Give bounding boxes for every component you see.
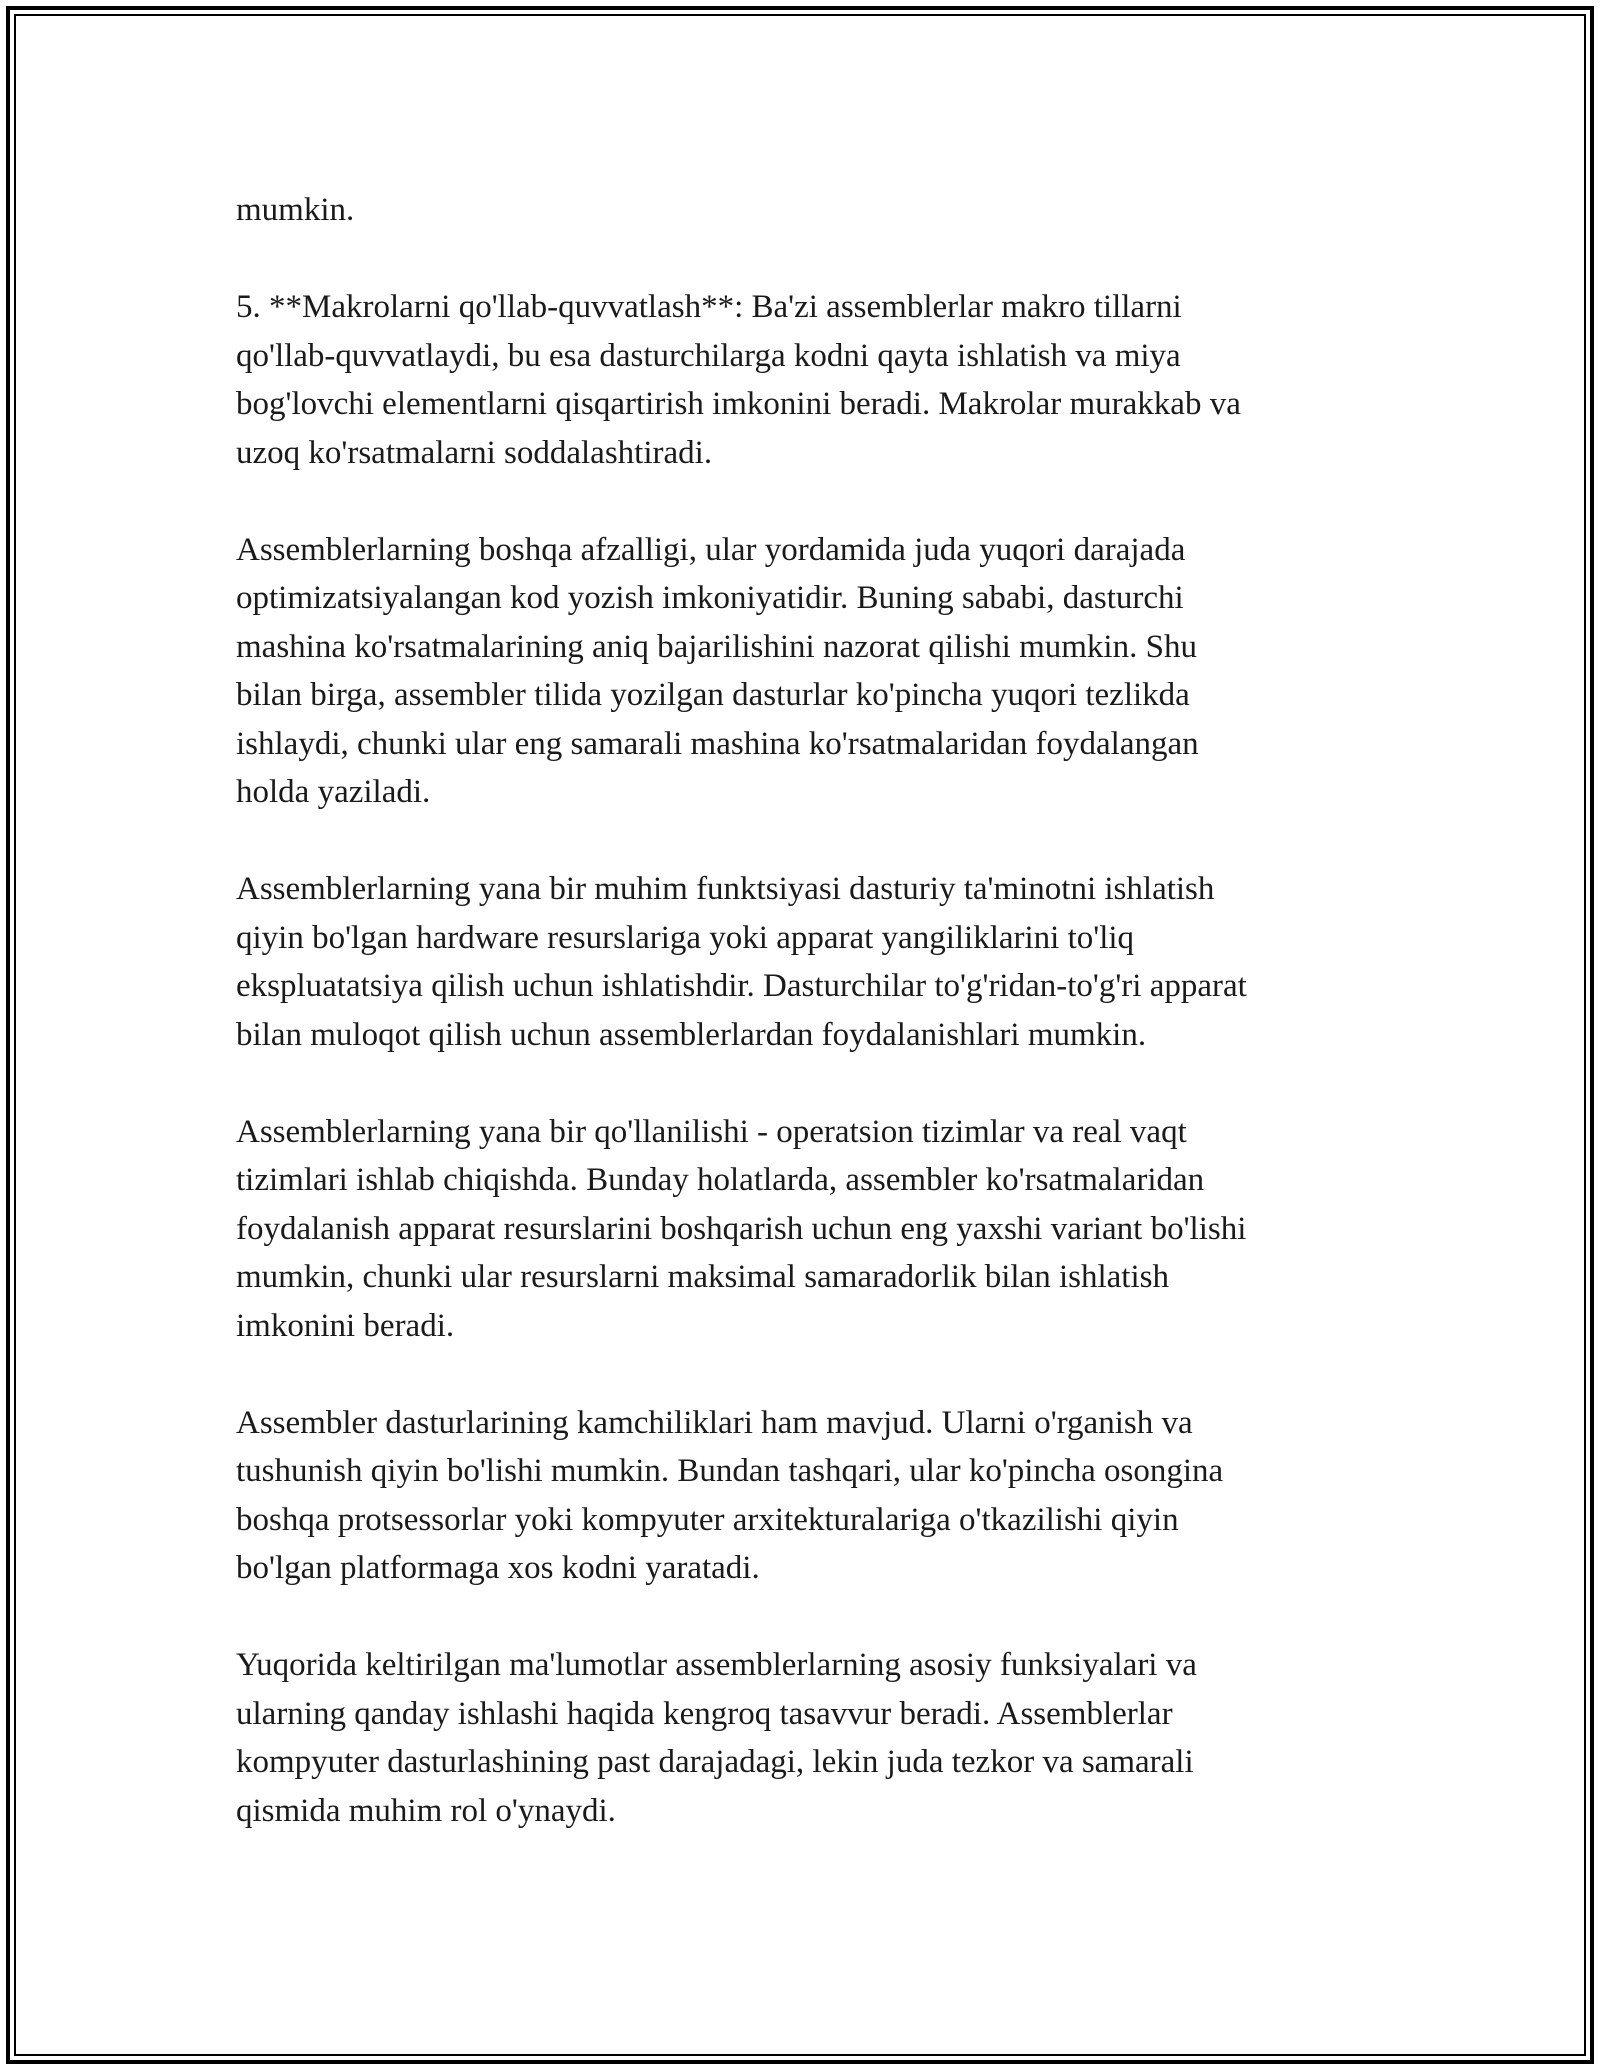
paragraph-hardware-access: Assemblerlarning yana bir muhim funktsiyasi dasturiy ta'minotni ishlatish qiyin bo'lgan hardware resurslariga yoki apparat yangiliklarini to'liq ekspluatatsiya qilish uchun ishlatishdir. Dasturchilar to'g'ridan-to'g'ri apparat bilan muloqot qilish uchun assemblerlardan foydalanishlari mumkin.: [236, 871, 1247, 1053]
paragraph-continuation: mumkin.: [236, 192, 355, 228]
paragraph-optimization: Assemblerlarning boshqa afzalligi, ular yordamida juda yuqori darajada optimizatsiyalangan kod yozish imkoniyatidir. Buning sababi, dasturchi mashina ko'rsatmalarining aniq bajarilishini nazorat qilishi mumkin. Shu bilan birga, assembler tilida yozilgan dasturlar ko'pincha yuqori tezlikda ishlaydi, chunki ular eng samarali mashina ko'rsatmalaridan foydalangan holda yaziladi.: [236, 531, 1199, 810]
paragraph-macro-support: 5. **Makrolarni qo'llab-quvvatlash**: Ba'zi assemblerlar makro tillarni qo'llab-quvvatlaydi, bu esa dasturchilarga kodni qayta ishlatish va miya bog'lovchi elementlarni qisqartirish imkonini beradi. Makrolar murakkab va uzoq ko'rsatmalarni soddalashtiradi.: [236, 289, 1241, 471]
paragraph-drawbacks: Assembler dasturlarining kamchiliklari ham mavjud. Ularni o'rganish va tushunish qiyin bo'lishi mumkin. Bundan tashqari, ular ko'pincha osongina boshqa protsessorlar yoki kompyuter arxitekturalariga o'tkazilishi qiyin bo'lgan platformaga xos kodni yaratadi.: [236, 1404, 1224, 1586]
paragraph-conclusion: Yuqorida keltirilgan ma'lumotlar assemblerlarning asosiy funksiyalari va ularning qanday ishlashi haqida kengroq tasavvur beradi. Assemblerlar kompyuter dasturlashining past darajadagi, lekin juda tezkor va samarali qismida muhim rol o'ynaydi.: [236, 1647, 1197, 1829]
document-body: [236, 186, 1386, 1884]
paragraph-os-realtime: Assemblerlarning yana bir qo'llanilishi - operatsion tizimlar va real vaqt tizimlari ishlab chiqishda. Bunday holatlarda, assembler ko'rsatmalaridan foydalanish apparat resurslarini boshqarish uchun eng yaxshi variant bo'lishi mumkin, chunki ular resurslarni maksimal samaradorlik bilan ishlatish imkonini beradi.: [236, 1113, 1247, 1344]
